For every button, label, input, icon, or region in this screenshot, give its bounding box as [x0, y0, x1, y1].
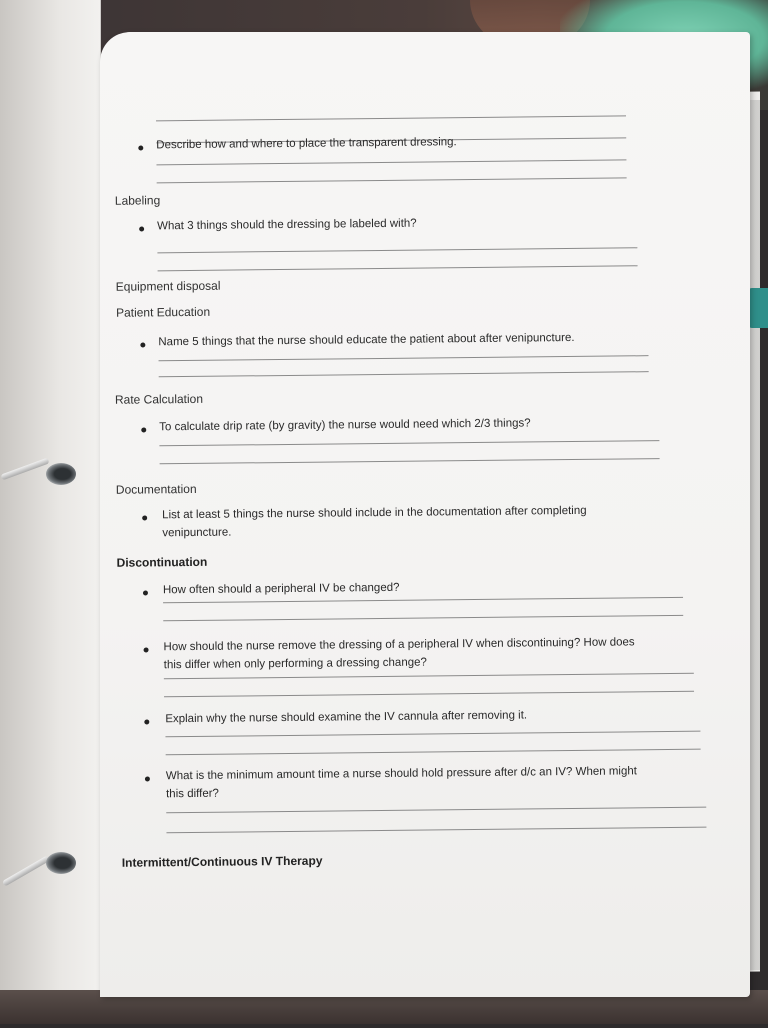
- heading-discontinuation: Discontinuation: [116, 554, 208, 570]
- question-remove-dressing-line1: How should the nurse remove the dressing of a peripheral IV when discontinuing? How does: [163, 636, 635, 654]
- question-patient-education: Name 5 things that the nurse should educate the patient about after venipuncture.: [158, 331, 575, 349]
- question-iv-change-frequency: How often should a peripheral IV be changed?: [162, 581, 400, 597]
- answer-line: [156, 115, 626, 121]
- answer-line: [157, 177, 627, 183]
- answer-line: [165, 731, 700, 738]
- answer-line: [159, 440, 659, 446]
- answer-line: [159, 371, 649, 377]
- heading-labeling: Labeling: [114, 193, 161, 208]
- question-documentation-line1: List at least 5 things the nurse should include in the documentation after completing: [162, 504, 587, 522]
- question-labeling: What 3 things should the dressing be labeled with?: [157, 217, 417, 233]
- answer-line: [166, 827, 706, 834]
- answer-line: [156, 159, 626, 165]
- question-rate-calculation: To calculate drip rate (by gravity) the nurse would need which 2/3 things?: [159, 417, 531, 434]
- question-examine-cannula: Explain why the nurse should examine the IV cannula after removing it.: [165, 709, 528, 726]
- answer-line: [163, 597, 683, 603]
- answer-line: [159, 355, 649, 361]
- bullet: [145, 776, 150, 781]
- question-transparent-dressing: Describe how and where to place the transparent dressing.: [156, 136, 457, 152]
- answer-line: [160, 458, 660, 464]
- bullet: [139, 226, 144, 231]
- heading-equipment-disposal: Equipment disposal: [115, 278, 221, 294]
- bullet: [141, 427, 146, 432]
- answer-line: [164, 691, 694, 698]
- heading-intermittent-continuous: Intermittent/Continuous IV Therapy: [121, 853, 323, 870]
- bullet: [144, 647, 149, 652]
- heading-patient-education: Patient Education: [115, 304, 211, 320]
- answer-line: [158, 265, 638, 271]
- bullet: [138, 145, 143, 150]
- answer-line: [157, 247, 637, 253]
- question-hold-pressure-line2: this differ?: [166, 787, 219, 801]
- answer-line: [164, 673, 694, 680]
- answer-line: [166, 749, 701, 756]
- bullet: [143, 590, 148, 595]
- question-hold-pressure-line1: What is the minimum amount time a nurse should hold pressure after d/c an IV? When might: [165, 765, 638, 783]
- heading-documentation: Documentation: [115, 481, 197, 497]
- bullet: [144, 719, 149, 724]
- question-remove-dressing-line2: this differ when only performing a dressing change?: [163, 656, 427, 672]
- answer-line: [166, 807, 706, 814]
- bullet: [142, 515, 147, 520]
- answer-line: [163, 615, 683, 621]
- question-documentation-line2: venipuncture.: [162, 526, 232, 540]
- bullet: [140, 342, 145, 347]
- heading-rate-calculation: Rate Calculation: [114, 391, 204, 407]
